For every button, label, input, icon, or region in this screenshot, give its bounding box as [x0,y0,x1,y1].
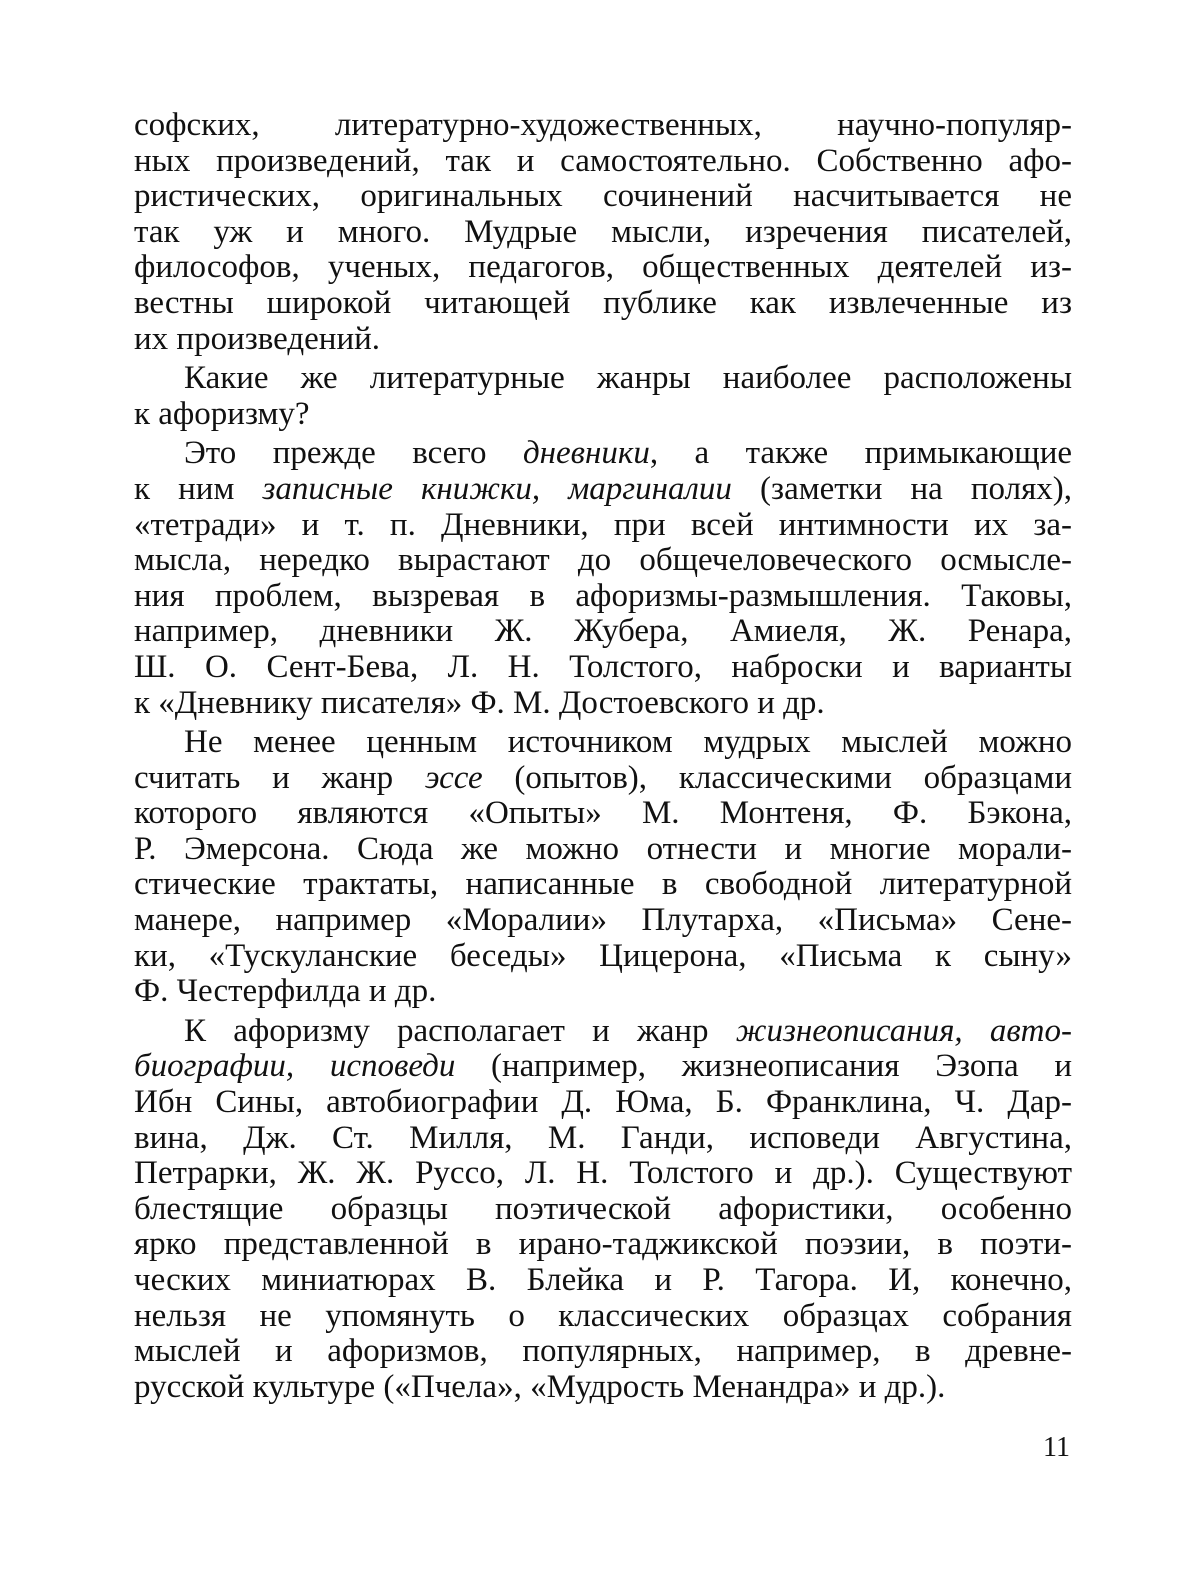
text-line: Какие же литературные жанры наиболее расположены [184,360,1072,397]
text-line: ческих миниатюрах В. Блейка и Р. Тагора. И, конечно, [134,1262,1072,1298]
text-line: К афоризму располагает и жанр жизнеописания, авто- [184,1012,1072,1049]
text-line: биографии, исповеди (например, жизнеописания Эзопа и [134,1048,1072,1085]
text-line: Петрарки, Ж. Ж. Руссо, Л. Н. Толстого и др.). Существуют [134,1155,1072,1192]
italic-term: биографии, исповеди [134,1048,456,1085]
text-line: Р. Эмерсона. Сюда же можно отнести и многие морали- [134,830,1072,867]
text-line: мыслей и афоризмов, популярных, например, в древне- [134,1333,1072,1370]
text-line: ристических, оригинальных сочинений насчитывается не [134,178,1072,215]
italic-term: дневники [522,435,650,472]
paragraph [134,108,1072,357]
paragraph [134,725,1072,1010]
text-line: софских, литературно-художественных, научно-популяр- [134,107,1072,143]
text-line: ки, «Тускуланские беседы» Цицерона, «Письма к сыну» [134,937,1072,974]
italic-term: записные книжки, маргиналии [262,470,732,507]
text-line: манере, например «Моралии» Плутарха, «Письма» Сене- [134,902,1072,939]
text-line: к «Дневнику писателя» Ф. М. Достоевского и др. [134,684,825,721]
text-line: мысла, нередко вырастают до общечеловеческого осмысле- [134,542,1072,579]
text-line: философов, ученых, педагогов, общественных деятелей из- [134,249,1072,286]
text-line: считать и жанр эссе (опытов), классическими образцами [134,759,1072,796]
text-line: нельзя не упомянуть о классических образцах собрания [134,1297,1072,1334]
paragraph [134,1014,1072,1406]
page-number: 11 [1043,1432,1070,1463]
text-line: Не менее ценным источником мудрых мыслей можно [184,724,1072,761]
text-line: например, дневники Ж. Жубера, Амиеля, Ж. Ренара, [134,613,1072,650]
text-line: ных произведений, так и самостоятельно. Собственно афо- [134,142,1072,179]
text-line: вина, Дж. Ст. Милля, М. Ганди, исповеди Августина, [134,1119,1072,1156]
text-line: русской культуре («Пчела», «Мудрость Менандра» и др.). [134,1368,946,1405]
italic-term: эссе [424,759,483,796]
text-line: «тетради» и т. п. Дневники, при всей интимности их за- [134,506,1072,543]
paragraph [134,436,1072,721]
text-line: ния проблем, вызревая в афоризмы-размышления. Таковы, [134,577,1072,614]
italic-term: жизнеописания, авто- [735,1012,1072,1049]
text-line: которого являются «Опыты» М. Монтеня, Ф. Бэкона, [134,795,1072,832]
page-body-text [134,108,1072,1405]
text-line: Ф. Честерфилда и др. [134,973,437,1010]
text-line: Это прежде всего дневники, а также примыкающие [184,435,1072,472]
text-line: к ним записные книжки, маргиналии (заметки на полях), [134,470,1072,507]
text-line: так уж и много. Мудрые мысли, изречения писателей, [134,213,1072,250]
text-line: их произведений. [134,320,381,357]
text-line: стические трактаты, написанные в свободной литературной [134,866,1072,903]
text-line: к афоризму? [134,395,310,432]
text-line: ярко представленной в ирано-таджикской поэзии, в поэти- [134,1226,1072,1263]
text-line: Ибн Сины, автобиографии Д. Юма, Б. Франклина, Ч. Дар- [134,1084,1072,1121]
paragraph [134,361,1072,432]
text-line: Ш. О. Сент-Бева, Л. Н. Толстого, наброски и варианты [134,648,1072,685]
text-line: блестящие образцы поэтической афористики, особенно [134,1190,1072,1227]
text-line: вестны широкой читающей публике как извлеченные из [134,284,1072,321]
